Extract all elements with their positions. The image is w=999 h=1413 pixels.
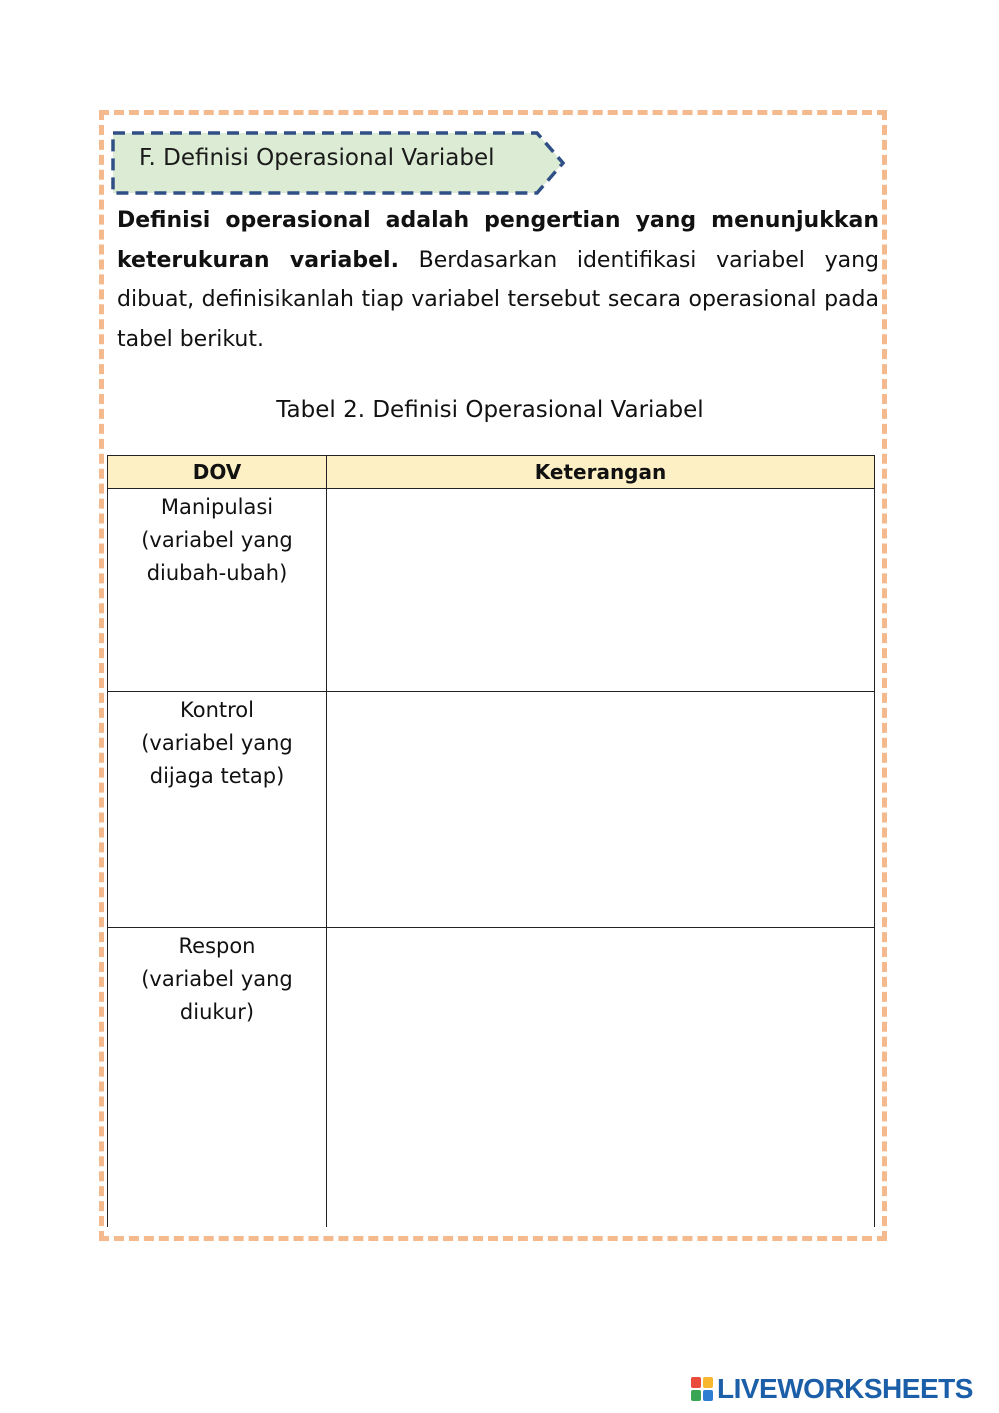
liveworksheets-logo (691, 1374, 973, 1404)
keterangan-cell-kontrol[interactable] (327, 692, 875, 928)
dov-name: Kontrol (180, 698, 254, 722)
dov-name: Respon (178, 934, 256, 958)
dov-desc-line: diukur) (179, 1000, 255, 1024)
dov-cell-manipulasi (108, 489, 327, 692)
dov-desc-line: (variabel yang (141, 528, 293, 552)
table-row-kontrol (108, 692, 875, 928)
logo-text: LIVEWORKSHEETS (717, 1373, 973, 1404)
keterangan-cell-manipulasi[interactable] (327, 489, 875, 692)
keterangan-cell-respon[interactable] (327, 928, 875, 1228)
dov-desc-line: (variabel yang (141, 967, 293, 991)
dov-desc-line: dijaga tetap) (149, 764, 285, 788)
intro-paragraph (117, 201, 879, 359)
header-dov: DOV (108, 456, 327, 489)
table-caption: Tabel 2. Definisi Operasional Variabel (276, 397, 704, 423)
table-header-row (108, 456, 875, 489)
intro-normal-text: Berdasarkan identifikasi variabel yang dibuat, definisikanlah tiap variabel tersebut secara operasional pada tabel berikut. (117, 247, 879, 352)
dov-cell-respon (108, 928, 327, 1228)
keterangan-input-respon[interactable] (327, 928, 874, 1223)
dov-table (107, 455, 875, 1227)
section-heading-banner (111, 131, 567, 195)
table-row-manipulasi (108, 489, 875, 692)
keterangan-input-manipulasi[interactable] (327, 489, 874, 687)
header-keterangan: Keterangan (327, 456, 875, 489)
dov-desc-line: (variabel yang (141, 731, 293, 755)
logo-icon (691, 1377, 713, 1401)
table-row-respon (108, 928, 875, 1228)
section-heading: F. Definisi Operasional Variabel (139, 145, 495, 171)
dov-cell-kontrol (108, 692, 327, 928)
keterangan-input-kontrol[interactable] (327, 692, 874, 923)
dov-name: Manipulasi (160, 495, 274, 519)
dov-desc-line: diubah-ubah) (146, 561, 288, 585)
intro-bold-text: Definisi operasional adalah pengertian yang menunjukkan keterukuran variabel. (117, 208, 879, 273)
